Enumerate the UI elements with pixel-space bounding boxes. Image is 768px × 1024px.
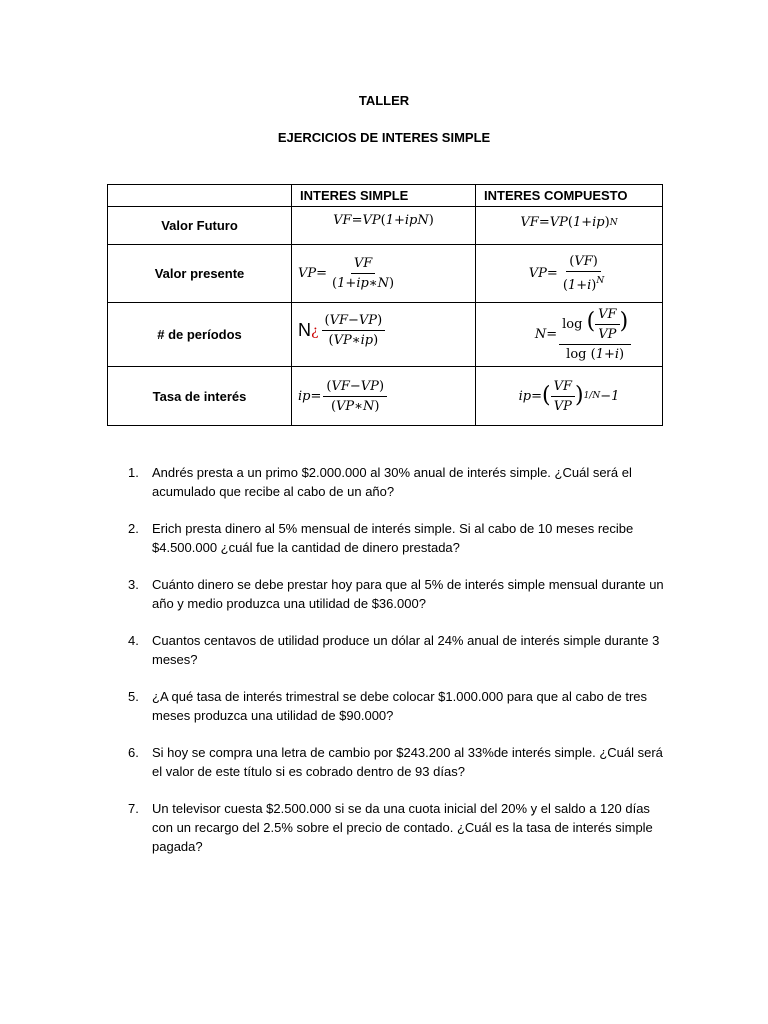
list-item [0,743,768,781]
formula-fv-compound: VF = VP ( 1 + ip ) N [476,207,663,245]
exercise-number: 3. [128,577,139,592]
exercise-number: 2. [128,521,139,536]
exercise-text: ¿A qué tasa de interés trimestral se debe colocar $1.000.000 para que al cabo de tres meses produzca una utilidad de $90.000? [152,689,648,723]
formula-fv-simple: VF = VP ( 1 + ipN ) [292,207,476,245]
exercise-text: Erich presta dinero al 5% mensual de interés simple. Si al cabo de 10 meses recibe $4.500.000 ¿cuál fue la cantidad de dinero prestada? [152,521,634,555]
table-header-row [108,185,663,207]
list-item [0,687,768,725]
exercise-number: 4. [128,633,139,648]
formula-table [107,184,663,426]
header-simple-interest: INTERES SIMPLE [292,185,476,207]
list-item [0,519,768,557]
formula-pv-simple: VP = $\frac{VF}{(1+ip∗N)}$ [292,245,476,303]
formula-pv-compound: VP = $\frac{(VF)}{(1+i)^N}$ [476,245,663,303]
exercise-number: 5. [128,689,139,704]
exercise-text: Si hoy se compra una letra de cambio por $243.200 al 33%de interés simple. ¿Cuál será el valor de este título si es cobrado dentro de 93 días? [152,745,663,779]
formula-ip-simple: ip = $\frac{(VF-VP)}{(VP∗N)}$ [292,367,476,426]
row-label-future-value: Valor Futuro [108,207,292,245]
exercise-number: 7. [128,801,139,816]
exercise-text: Cuantos centavos de utilidad produce un dólar al 24% anual de interés simple durante 3 meses? [152,633,660,667]
table-row [108,367,663,426]
exercise-text: Un televisor cuesta $2.500.000 si se da una cuota inicial del 20% y el saldo a 120 días con un recargo del 2.5% sobre el precio de contado. ¿Cuál es la tasa de interés simple pagada? [152,801,653,854]
row-label-interest-rate: Tasa de interés [108,367,292,426]
list-item [0,631,768,669]
exercise-number: 6. [128,745,139,760]
exercise-list [0,463,768,874]
row-label-periods: # de períodos [108,303,292,367]
header-empty-cell [108,185,292,207]
formula-ip-compound: ip = ( $\frac{VF}{VP}$ ) 1/N − 1 [476,367,663,426]
exercise-number: 1. [128,465,139,480]
header-compound-interest: INTERES COMPUESTO [476,185,663,207]
formula-n-compound: N = log ( $\frac{VF}{VP}$ ) log (1+i) [476,303,663,367]
table-row [108,245,663,303]
formula-n-simple: N ¿ $\frac{(VF-VP)}{(VP∗ip)}$ [292,303,476,367]
table-row [108,303,663,367]
table-row [108,207,663,245]
document-title: TALLER [358,93,410,108]
list-item [0,799,768,856]
document-subtitle: EJERCICIOS DE INTERES SIMPLE [277,130,491,145]
exercise-text: Andrés presta a un primo $2.000.000 al 30% anual de interés simple. ¿Cuál será el acumulado que recibe al cabo de un año? [152,465,632,499]
list-item [0,575,768,613]
row-label-present-value: Valor presente [108,245,292,303]
exercise-text: Cuánto dinero se debe prestar hoy para que al 5% de interés simple mensual durante un año y medio produzca una utilidad de $36.000? [152,577,664,611]
list-item [0,463,768,501]
